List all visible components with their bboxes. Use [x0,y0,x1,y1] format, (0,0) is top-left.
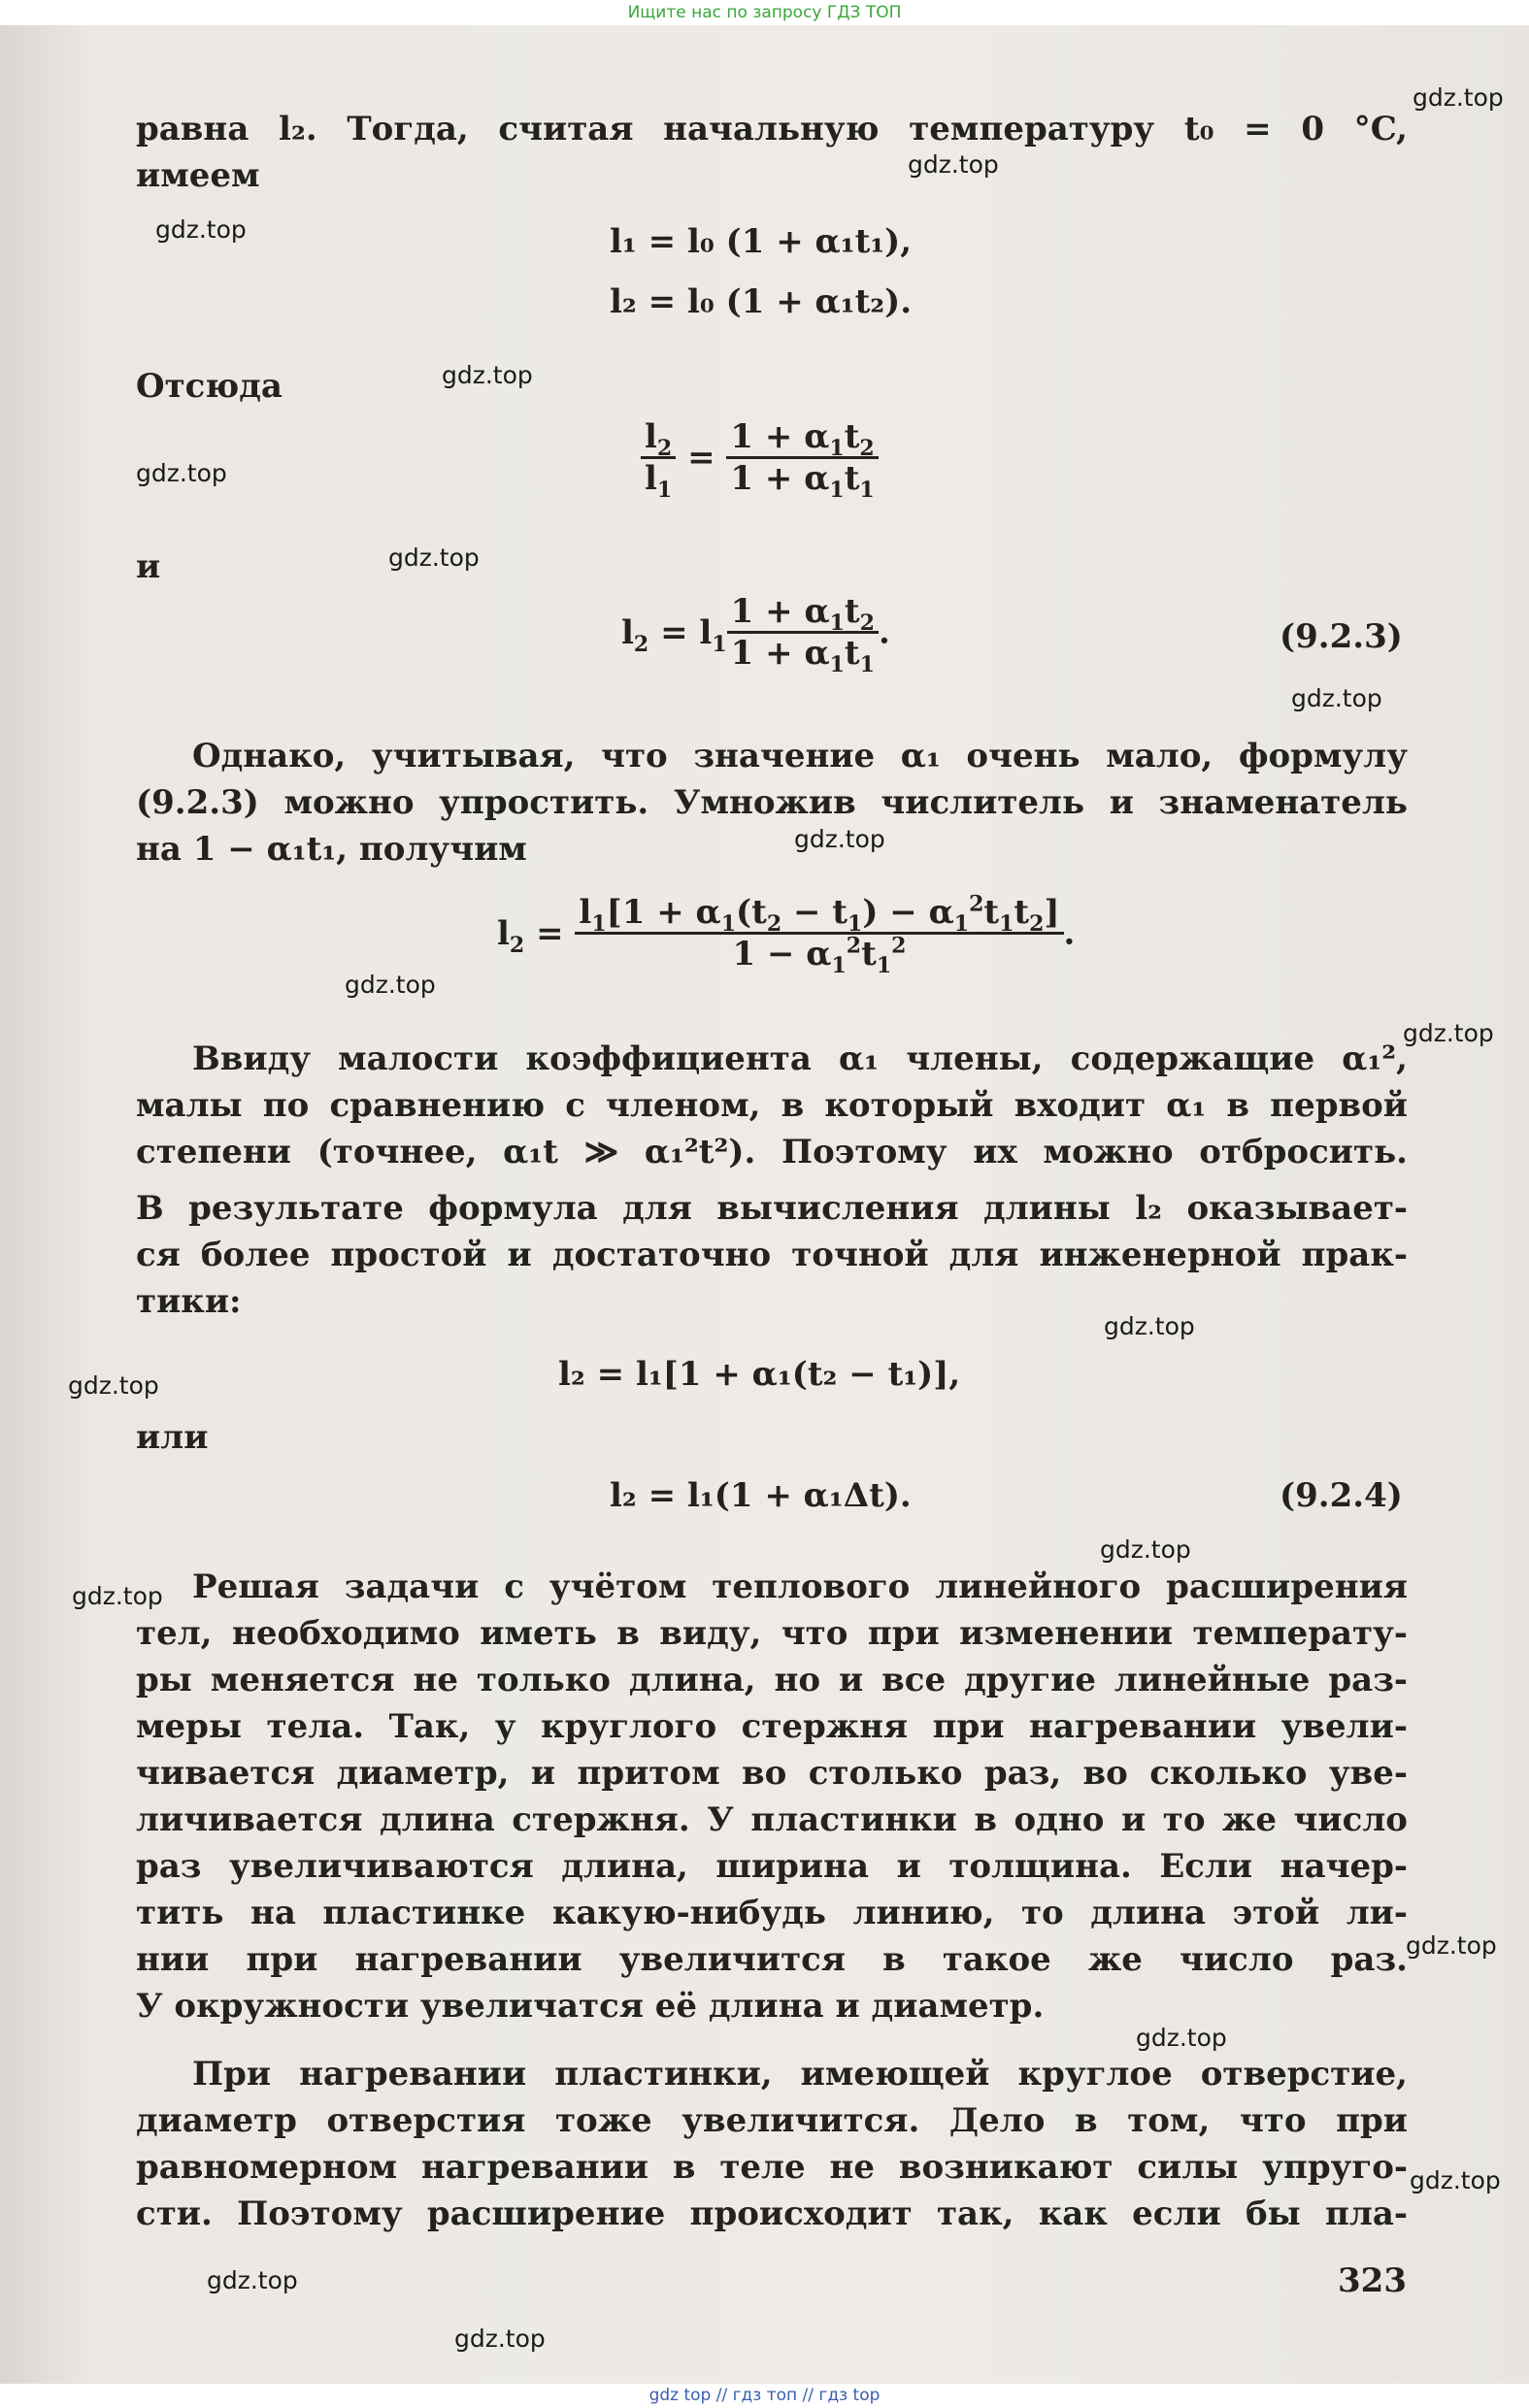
watermark: gdz.top [1410,2166,1501,2194]
text-line: ся более простой и достаточно точной для инженерной прак- [136,1236,1408,1274]
formula-ratio: $\frac{l_2}{l_1}$ = $\frac{1 + \alpha_1t_2}{1 + \alpha_1t_1}$ [641,417,879,498]
watermark: gdz.top [1291,684,1382,712]
text-line: на 1 − α₁t₁, получим [136,830,527,869]
watermark: gdz.top [1413,83,1504,112]
watermark: gdz.top [207,2266,298,2294]
text-line: У окружности увеличатся её длина и диаметр. [136,1987,1045,2026]
formula-l1: l₁ = l₀ (1 + α₁t₁), [610,222,913,261]
page-number: 323 [1338,2261,1407,2300]
text-line: малы по сравнению с членом, в который входит α₁ в первой [136,1086,1408,1125]
text-line: тики: [136,1282,242,1321]
watermark: gdz.top [388,544,480,572]
watermark: gdz.top [1136,2024,1227,2052]
equation-number: (9.2.4) [1280,1476,1403,1515]
watermark: gdz.top [1406,1931,1497,1960]
watermark: gdz.top [442,361,533,389]
formula-simplified: l₂ = l₁[1 + α₁(t₂ − t₁)], [558,1355,961,1394]
watermark: gdz.top [345,971,436,999]
text-line: (9.2.3) можно упростить. Умножив числитель и знаменатель [136,783,1408,822]
formula-l2: l₂ = l₀ (1 + α₁t₂). [610,282,913,321]
text-line: имеем [136,156,260,195]
text-line: ры меняется не только длина, но и все другие линейные раз- [136,1661,1408,1699]
text-line: сти. Поэтому расширение происходит так, как если бы пла- [136,2194,1408,2233]
watermark: gdz.top [1104,1312,1195,1340]
equation-number: (9.2.3) [1280,617,1403,656]
watermark: gdz.top [136,459,227,487]
text-line: равна l₂. Тогда, считая начальную температуру t₀ = 0 °C, [136,110,1408,148]
text-line: При нагревании пластинки, имеющей круглое отверстие, [192,2055,1408,2094]
watermark: gdz.top [908,150,999,179]
text-line: тить на пластинке какую-нибудь линию, то длина этой ли- [136,1894,1408,1932]
top-banner[interactable]: Ищите нас по запросу ГДЗ ТОП [0,0,1529,25]
text-line: Ввиду малости коэффициента α₁ члены, содержащие α₁², [192,1039,1408,1078]
bottom-banner[interactable]: gdz top // гдз топ // гдз top [0,2384,1529,2408]
text-line: личивается длина стержня. У пластинки в одно и то же число [136,1800,1408,1839]
text-line: нии при нагревании увеличится в такое же число раз. [136,1940,1408,1979]
watermark: gdz.top [1100,1535,1191,1564]
text-line: или [136,1418,209,1457]
watermark: gdz.top [68,1371,159,1400]
formula-multiplied: $l_2$ = $\frac{l_1[1 + \alpha_1(t_2 - t_1) - \alpha_1^2t_1t_2]}{1 - \alpha_1^2t_1^2}$ . [497,891,1076,978]
text-line: меры тела. Так, у круглого стержня при нагревании увели- [136,1707,1408,1746]
text-line: В результате формула для вычисления длины l₂ оказывает- [136,1189,1408,1228]
formula-delta: l₂ = l₁(1 + α₁Δt). [610,1476,912,1515]
text-line: Решая задачи с учётом теплового линейного расширения [192,1567,1408,1606]
watermark: gdz.top [72,1582,163,1610]
text-line: степени (точнее, α₁t ≫ α₁²t²). Поэтому их можно отбросить. [136,1133,1408,1171]
watermark: gdz.top [794,825,885,853]
text-line: равномерном нагревании в теле не возникают силы упруго- [136,2148,1408,2187]
text-line: и [136,547,161,586]
text-line: тел, необходимо иметь в виду, что при изменении температу- [136,1614,1408,1653]
watermark: gdz.top [454,2325,546,2353]
text-line: раз увеличиваются длина, ширина и толщина. Если начер- [136,1847,1408,1886]
text-line: Однако, учитывая, что значение α₁ очень мало, формулу [192,737,1408,775]
text-line: диаметр отверстия тоже увеличится. Дело в том, что при [136,2101,1408,2140]
text-line: чивается диаметр, и притом во столько раз, во сколько уве- [136,1754,1408,1793]
watermark: gdz.top [1403,1019,1494,1047]
watermark: gdz.top [155,215,247,244]
formula-l2-exact: $l_2 = l_1$ $\frac{1 + \alpha_1t_2}{1 + \alpha_1t_1}$ . [621,592,890,677]
text-line: Отсюда [136,367,283,406]
